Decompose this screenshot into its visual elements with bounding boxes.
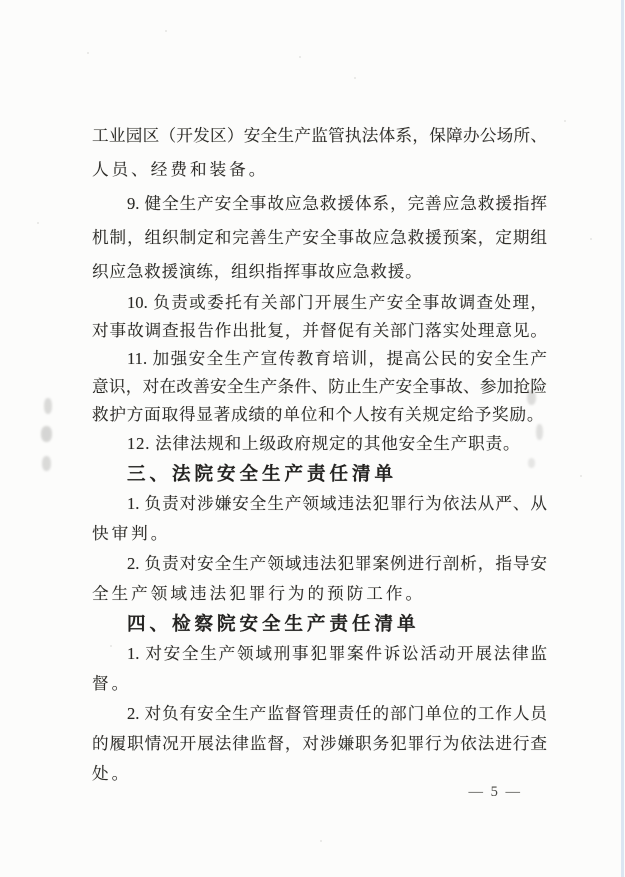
text-line: 2. 负责对安全生产领域违法犯罪案例进行剖析，指导安 (127, 554, 547, 573)
text-line: 10. 负责或委托有关部门开展生产安全事故调查处理， (127, 293, 547, 312)
scan-speck (299, 56, 301, 58)
paragraph (92, 345, 547, 429)
text-line: 工业园区（开发区）安全生产监管执法体系，保障办公场所、 (92, 126, 547, 145)
scan-smudge (44, 398, 52, 414)
section-heading (92, 609, 547, 639)
paragraph (92, 119, 547, 187)
text-line: 机制，组织制定和完善生产安全事故应急救援预案，定期组 (92, 228, 547, 247)
text-line: 救护方面取得显著成绩的单位和个人按有关规定给予奖励。 (92, 405, 545, 424)
scan-speck (320, 840, 322, 842)
scan-speck (165, 30, 167, 32)
text-line: 处。 (92, 764, 132, 783)
scan-smudge (42, 456, 51, 471)
paragraph (92, 489, 547, 549)
scan-smudge (41, 426, 52, 442)
text-line: 1. 对安全生产领域刑事犯罪案件诉讼活动开展法律监 (127, 644, 547, 663)
text-line: 督。 (92, 674, 132, 693)
text-line: 11. 加强安全生产宣传教育培训，提高公民的安全生产 (127, 349, 547, 368)
paragraph (92, 289, 547, 345)
text-line: 9. 健全生产安全事故应急救援体系，完善应急救援指挥 (127, 194, 547, 213)
scan-speck (37, 222, 39, 224)
text-line: 2. 对负有安全生产监督管理责任的部门单位的工作人员 (127, 704, 547, 723)
scan-speck (87, 52, 89, 54)
scan-speck (354, 77, 356, 79)
text-line: 四、检察院安全生产责任清单 (127, 613, 420, 634)
paragraph (92, 699, 547, 789)
scan-speck (580, 475, 582, 477)
text-line: 全生产领域违法犯罪行为的预防工作。 (92, 584, 426, 603)
text-line: 的履职情况开展法律监督，对涉嫌职务犯罪行为依法进行查 (92, 734, 547, 753)
document-body (92, 119, 547, 789)
text-line: 三、法院安全生产责任清单 (127, 463, 398, 484)
paragraph (92, 639, 547, 699)
text-line: 1. 负责对涉嫌安全生产领域违法犯罪行为依法从严、从 (127, 494, 547, 513)
text-line: 对事故调查报告作出批复，并督促有关部门落实处理意见。 (92, 321, 547, 340)
text-line: 12. 法律法规和上级政府规定的其他安全生产职责。 (127, 434, 521, 453)
scan-speck (564, 120, 566, 122)
paragraph (92, 187, 547, 289)
text-line: 快审判。 (92, 524, 171, 543)
text-line: 织应急救援演练，组织指挥事故应急救援。 (92, 262, 423, 281)
text-line: 意识，对在改善安全生产条件、防止生产安全事故、参加抢险 (92, 377, 547, 396)
text-line: 人员、经费和装备。 (92, 160, 269, 179)
scan-speck (590, 238, 592, 240)
page-number: — 5 — (468, 784, 522, 800)
paragraph (92, 549, 547, 609)
scan-edge-line (621, 0, 624, 877)
section-heading (92, 459, 547, 489)
paragraph (92, 429, 547, 459)
